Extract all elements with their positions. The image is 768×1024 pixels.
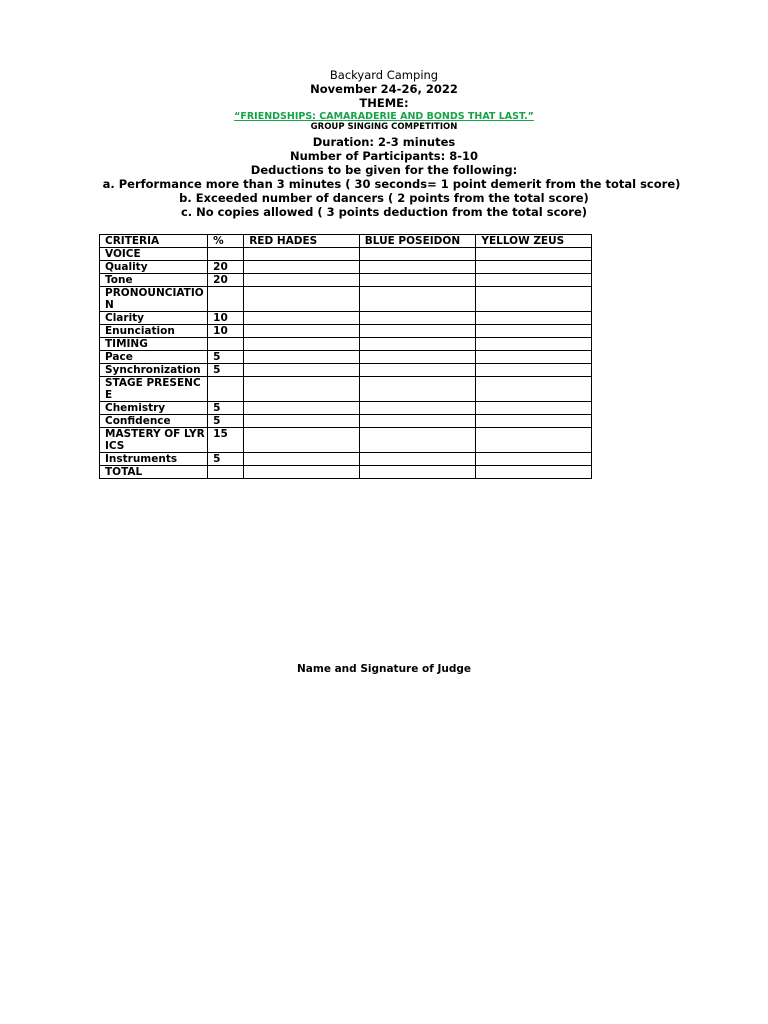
percent-cell: 10 (208, 312, 244, 325)
column-header-blue-poseidon: BLUE POSEIDON (359, 235, 476, 248)
deduction-item: b. Exceeded number of dancers ( 2 points from the total score) (179, 191, 589, 205)
table-row (100, 402, 592, 415)
table-row (100, 453, 592, 466)
percent-cell (208, 287, 244, 312)
table-row (100, 325, 592, 338)
yellow-zeus-score-cell[interactable] (476, 377, 592, 402)
table-row (100, 287, 592, 312)
blue-poseidon-score-cell[interactable] (359, 274, 476, 287)
red-hades-score-cell[interactable] (244, 415, 360, 428)
percent-cell: 5 (208, 402, 244, 415)
percent-cell: 5 (208, 364, 244, 377)
blue-poseidon-score-cell[interactable] (359, 325, 476, 338)
blue-poseidon-score-cell[interactable] (359, 377, 476, 402)
theme-label: THEME: (359, 96, 409, 110)
red-hades-score-cell[interactable] (244, 377, 360, 402)
criteria-cell: Chemistry (100, 402, 208, 415)
table-row (100, 377, 592, 402)
deduction-item: c. No copies allowed ( 3 points deduction from the total score) (180, 205, 588, 219)
participants-line: Number of Participants: 8-10 (289, 149, 479, 163)
red-hades-score-cell[interactable] (244, 274, 360, 287)
blue-poseidon-score-cell[interactable] (359, 453, 476, 466)
yellow-zeus-score-cell[interactable] (476, 351, 592, 364)
deductions-intro: Deductions to be given for the following: (250, 163, 518, 177)
yellow-zeus-score-cell[interactable] (476, 312, 592, 325)
yellow-zeus-score-cell[interactable] (476, 428, 592, 453)
blue-poseidon-score-cell[interactable] (359, 248, 476, 261)
yellow-zeus-score-cell[interactable] (476, 274, 592, 287)
percent-cell (208, 377, 244, 402)
table-row (100, 338, 592, 351)
red-hades-score-cell[interactable] (244, 325, 360, 338)
blue-poseidon-score-cell[interactable] (359, 338, 476, 351)
column-header-yellow-zeus: YELLOW ZEUS (476, 235, 592, 248)
yellow-zeus-score-cell[interactable] (476, 364, 592, 377)
criteria-cell: MASTERY OF LYRICS (100, 428, 208, 453)
theme-text: “FRIENDSHIPS: CAMARADERIE AND BONDS THAT LAST.” (234, 111, 534, 122)
table-row (100, 351, 592, 364)
criteria-cell: Pace (100, 351, 208, 364)
yellow-zeus-score-cell[interactable] (476, 248, 592, 261)
red-hades-score-cell[interactable] (244, 428, 360, 453)
red-hades-score-cell[interactable] (244, 312, 360, 325)
criteria-cell: PRONOUNCIATION (100, 287, 208, 312)
yellow-zeus-score-cell[interactable] (476, 415, 592, 428)
percent-cell: 5 (208, 453, 244, 466)
red-hades-score-cell[interactable] (244, 287, 360, 312)
red-hades-score-cell[interactable] (244, 351, 360, 364)
blue-poseidon-score-cell[interactable] (359, 351, 476, 364)
criteria-cell: STAGE PRESENCE (100, 377, 208, 402)
yellow-zeus-score-cell[interactable] (476, 453, 592, 466)
red-hades-score-cell[interactable] (244, 466, 360, 479)
judge-signature-label: Name and Signature of Judge (297, 663, 471, 675)
yellow-zeus-score-cell[interactable] (476, 338, 592, 351)
red-hades-score-cell[interactable] (244, 402, 360, 415)
competition-title: GROUP SINGING COMPETITION (310, 122, 458, 132)
blue-poseidon-score-cell[interactable] (359, 287, 476, 312)
yellow-zeus-score-cell[interactable] (476, 466, 592, 479)
criteria-cell: Quality (100, 261, 208, 274)
event-title: Backyard Camping (329, 68, 439, 82)
criteria-cell: TIMING (100, 338, 208, 351)
percent-cell: 15 (208, 428, 244, 453)
table-row (100, 312, 592, 325)
deduction-item: a. Performance more than 3 minutes ( 30 seconds= 1 point demerit from the total score) (102, 177, 681, 191)
table-row (100, 428, 592, 453)
event-dates: November 24-26, 2022 (310, 82, 458, 96)
blue-poseidon-score-cell[interactable] (359, 466, 476, 479)
table-row (100, 364, 592, 377)
criteria-cell: Confidence (100, 415, 208, 428)
duration-line: Duration: 2-3 minutes (312, 135, 456, 149)
percent-cell: 10 (208, 325, 244, 338)
column-header-criteria: CRITERIA (100, 235, 208, 248)
percent-cell (208, 466, 244, 479)
red-hades-score-cell[interactable] (244, 248, 360, 261)
yellow-zeus-score-cell[interactable] (476, 325, 592, 338)
percent-cell: 5 (208, 415, 244, 428)
blue-poseidon-score-cell[interactable] (359, 428, 476, 453)
table-row (100, 415, 592, 428)
percent-cell (208, 338, 244, 351)
table-row (100, 466, 592, 479)
criteria-cell: Enunciation (100, 325, 208, 338)
column-header-percent: % (208, 235, 244, 248)
red-hades-score-cell[interactable] (244, 364, 360, 377)
criteria-cell: TOTAL (100, 466, 208, 479)
table-header-row (100, 235, 592, 248)
red-hades-score-cell[interactable] (244, 338, 360, 351)
percent-cell: 20 (208, 274, 244, 287)
table-row (100, 261, 592, 274)
percent-cell (208, 248, 244, 261)
criteria-cell: Synchronization (100, 364, 208, 377)
blue-poseidon-score-cell[interactable] (359, 364, 476, 377)
yellow-zeus-score-cell[interactable] (476, 261, 592, 274)
criteria-cell: Clarity (100, 312, 208, 325)
percent-cell: 5 (208, 351, 244, 364)
column-header-red-hades: RED HADES (244, 235, 360, 248)
red-hades-score-cell[interactable] (244, 453, 360, 466)
criteria-cell: VOICE (100, 248, 208, 261)
yellow-zeus-score-cell[interactable] (476, 287, 592, 312)
table-row (100, 248, 592, 261)
table-row (100, 274, 592, 287)
red-hades-score-cell[interactable] (244, 261, 360, 274)
blue-poseidon-score-cell[interactable] (359, 402, 476, 415)
criteria-cell: Instruments (100, 453, 208, 466)
score-table-body (100, 248, 592, 479)
percent-cell: 20 (208, 261, 244, 274)
yellow-zeus-score-cell[interactable] (476, 402, 592, 415)
blue-poseidon-score-cell[interactable] (359, 415, 476, 428)
score-table (99, 234, 592, 479)
criteria-cell: Tone (100, 274, 208, 287)
blue-poseidon-score-cell[interactable] (359, 312, 476, 325)
document-header (0, 68, 768, 219)
blue-poseidon-score-cell[interactable] (359, 261, 476, 274)
